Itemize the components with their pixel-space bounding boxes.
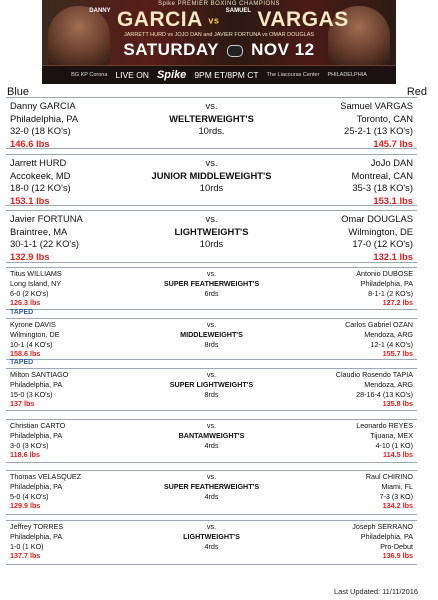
fighter-record: 35-3 (18 KO's) bbox=[352, 182, 413, 194]
bout-vs: vs. bbox=[206, 421, 217, 430]
bout-row bbox=[6, 470, 417, 515]
fighter-weight: 114.5 lbs bbox=[383, 450, 413, 460]
red-fighter bbox=[345, 320, 413, 359]
fighter-record: 15-0 (3 KO's) bbox=[10, 389, 53, 399]
fighter-record: 6-0 (2 KO's) bbox=[10, 288, 49, 298]
red-fighter bbox=[336, 370, 413, 409]
bout-row bbox=[6, 419, 417, 463]
banner-left-first: DANNY bbox=[89, 8, 111, 14]
banner-right-last: VARGAS bbox=[257, 8, 349, 31]
fighter-hometown: Wilmington, DE bbox=[10, 329, 60, 339]
fighter-name: Milton SANTIAGO bbox=[10, 370, 69, 379]
fighter-hometown: Philadelphia, PA bbox=[10, 112, 79, 124]
fighter-name: Thomas VELASQUEZ bbox=[10, 472, 82, 481]
fighter-name: Raul CHIRINO bbox=[365, 472, 413, 481]
banner-undercard: JARRETT HURD vs JOJO DAN and JAVIER FORTUNA vs OMAR DOUGLAS bbox=[123, 32, 315, 38]
fighter-hometown: Philadelphia, PA bbox=[10, 531, 63, 541]
bout-rounds: 10rds bbox=[199, 238, 224, 250]
fighter-record: 5-0 (4 KO's) bbox=[10, 491, 49, 501]
fighter-weight: 132.9 lbs bbox=[10, 250, 50, 262]
bout-division: SUPER LIGHTWEIGHT'S bbox=[169, 379, 254, 389]
fighter-record: 17-0 (12 KO's) bbox=[352, 238, 413, 250]
fighter-hometown: Philadelphia, PA bbox=[360, 531, 413, 541]
red-corner-heading: Red bbox=[406, 86, 427, 98]
pbc-logo-icon bbox=[227, 45, 243, 57]
fighter-record: 12-1 (4 KO's) bbox=[370, 339, 413, 349]
fighter-record: 25-2-1 (13 KO's) bbox=[343, 125, 413, 137]
fighter-weight: 153.1 lbs bbox=[373, 194, 413, 206]
fighter-name: Kyrone DAVIS bbox=[10, 320, 56, 329]
bout-vs: vs. bbox=[206, 320, 217, 329]
fighter-hometown: Wilmington, DE bbox=[348, 225, 413, 237]
fighter-hometown: Philadelphia, PA bbox=[10, 481, 63, 491]
fighter-record: 32-0 (18 KO's) bbox=[10, 125, 71, 137]
bout-vs: vs. bbox=[206, 522, 217, 531]
fighter-name: JoJo DAN bbox=[370, 157, 413, 168]
fighter-hometown: Toronto, CAN bbox=[356, 112, 413, 124]
bout-division: SUPER FEATHERWEIGHT'S bbox=[163, 481, 260, 491]
bout-division: JUNIOR MIDDLEWEIGHT'S bbox=[151, 169, 272, 181]
fighter-weight: 134.2 lbs bbox=[382, 501, 413, 511]
bout-details bbox=[6, 472, 417, 501]
bout-rounds: 8rds bbox=[204, 389, 219, 399]
bout-vs: vs. bbox=[206, 269, 217, 278]
banner-day: SATURDAY bbox=[123, 40, 219, 59]
banner-left-last: GARCIA bbox=[116, 8, 203, 31]
bout-row bbox=[6, 154, 417, 206]
fighter-name: Carlos Gabriel OZAN bbox=[345, 320, 413, 329]
banner-network-brand: Spike bbox=[156, 69, 187, 81]
fighter-hometown: Mendoza, ARG bbox=[364, 329, 413, 339]
fighter-weight: 136.9 lbs bbox=[382, 551, 413, 561]
fighter-name: Samuel VARGAS bbox=[340, 100, 413, 111]
bout-division: WELTERWEIGHT'S bbox=[169, 112, 254, 124]
bout-rounds: 4rds bbox=[204, 491, 219, 501]
fighter-hometown: Miami, FL bbox=[381, 481, 413, 491]
bout-vs: vs. bbox=[206, 370, 217, 379]
fighter-weight: 129.9 lbs bbox=[10, 501, 41, 511]
fighter-weight: 132.1 lbs bbox=[373, 250, 413, 262]
bout-rounds: 6rds bbox=[204, 288, 219, 298]
fighter-record: 1-0 (1 KO) bbox=[10, 541, 44, 551]
bout-vs: vs. bbox=[205, 100, 218, 111]
fighter-name: Javier FORTUNA bbox=[10, 213, 83, 224]
bout-row bbox=[6, 97, 417, 149]
fighter-weight: 127.2 lbs bbox=[382, 298, 413, 308]
fighter-weight: 158.6 lbs bbox=[10, 349, 41, 359]
fighter-record: 28-16-4 (13 KO's) bbox=[356, 389, 413, 399]
fighter-weight: 153.1 lbs bbox=[10, 194, 50, 206]
event-banner bbox=[42, 0, 396, 84]
red-fighter bbox=[352, 157, 413, 207]
banner-network-label: LIVE ON bbox=[115, 70, 149, 80]
bout-rounds: 10rds. bbox=[198, 125, 225, 137]
taped-label: TAPED bbox=[10, 309, 34, 316]
fighter-name: Danny GARCIA bbox=[10, 100, 76, 111]
fighter-hometown: Braintree, MA bbox=[10, 225, 68, 237]
fighter-record: 8-1-1 (2 KO's) bbox=[368, 288, 413, 298]
fighter-record: 3-0 (3 KO's) bbox=[10, 440, 49, 450]
last-updated: Last Updated: 11/11/2016 bbox=[334, 587, 418, 596]
fighter-weight: 118.6 lbs bbox=[10, 450, 40, 460]
bout-row bbox=[6, 368, 417, 411]
fighter-weight: 155.7 lbs bbox=[382, 349, 413, 359]
banner-day-date: NOV 12 bbox=[251, 40, 315, 59]
bout-rounds: 8rds bbox=[204, 339, 219, 349]
red-fighter bbox=[341, 213, 413, 263]
banner-date bbox=[42, 40, 396, 60]
bout-row bbox=[6, 210, 417, 263]
banner-headliners bbox=[42, 8, 396, 32]
bout-row bbox=[6, 318, 417, 360]
banner-vs: vs bbox=[208, 15, 220, 26]
fighter-weight: 135.8 lbs bbox=[382, 399, 413, 409]
red-fighter bbox=[356, 421, 413, 460]
bout-rounds: 4rds bbox=[204, 440, 219, 450]
banner-promo: Spike PREMIER BOXING CHAMPIONS bbox=[157, 1, 281, 7]
fighter-hometown: Long Island, NY bbox=[10, 278, 62, 288]
bout-division: SUPER FEATHERWEIGHT'S bbox=[163, 278, 260, 288]
fighter-hometown: Tijuana, MEX bbox=[370, 430, 413, 440]
fighter-weight: 146.6 lbs bbox=[10, 137, 50, 149]
fighter-name: Jeffrey TORRES bbox=[10, 522, 64, 531]
fighter-hometown: Philadelphia, PA bbox=[360, 278, 413, 288]
fighter-name: Leonardo REYES bbox=[356, 421, 413, 430]
bout-vs: vs. bbox=[206, 472, 217, 481]
fighter-hometown: Montreal, CAN bbox=[351, 169, 413, 181]
fighter-weight: 137 lbs bbox=[10, 399, 35, 409]
bout-rounds: 10rds bbox=[199, 182, 224, 194]
banner-time: 9PM ET/8PM CT bbox=[194, 70, 259, 80]
fighter-hometown: Philadelphia, PA bbox=[10, 379, 63, 389]
fighter-hometown: Accokeek, MD bbox=[10, 169, 71, 181]
fighter-name: Jarrett HURD bbox=[10, 157, 67, 168]
bout-vs: vs. bbox=[205, 157, 218, 168]
fighter-name: Antonio DUBOSE bbox=[356, 269, 413, 278]
fighter-weight: 126.3 lbs bbox=[10, 298, 41, 308]
fighter-record: 10-1 (4 KO's) bbox=[10, 339, 53, 349]
fighter-record: 7-3 (3 KO) bbox=[379, 491, 413, 501]
fighter-hometown: Mendoza, ARG bbox=[364, 379, 413, 389]
banner-broadcast-bar bbox=[42, 65, 396, 84]
blue-corner-heading: Blue bbox=[7, 86, 30, 98]
fighter-record: 18-0 (12 KO's) bbox=[10, 182, 71, 194]
red-fighter bbox=[352, 522, 413, 561]
bout-division: BANTAMWEIGHT'S bbox=[178, 430, 245, 440]
bout-row bbox=[6, 520, 417, 565]
fighter-name: Omar DOUGLAS bbox=[341, 213, 413, 224]
taped-label: TAPED bbox=[10, 359, 34, 366]
fighter-record: 30-1-1 (22 KO's) bbox=[10, 238, 80, 250]
fighter-weight: 137.7 lbs bbox=[10, 551, 41, 561]
fighter-hometown: Philadelphia, PA bbox=[10, 430, 63, 440]
bout-division: MIDDLEWEIGHT'S bbox=[180, 329, 243, 339]
fighter-record: Pro-Debut bbox=[380, 541, 413, 551]
fighter-record: 4-10 (1 KO) bbox=[375, 440, 413, 450]
banner-sponsors: BG KP Corona bbox=[71, 72, 108, 78]
red-fighter bbox=[366, 472, 413, 511]
banner-venue: The Liacouras Center bbox=[266, 72, 320, 78]
bout-division: LIGHTWEIGHT'S bbox=[183, 531, 240, 541]
fighter-name: Claudio Rosendo TAPIA bbox=[335, 370, 413, 379]
bout-division: LIGHTWEIGHT'S bbox=[174, 225, 249, 237]
fighter-name: Titus WILLIAMS bbox=[10, 269, 62, 278]
fighter-name: Joseph SERRANO bbox=[352, 522, 413, 531]
bout-row bbox=[6, 267, 417, 310]
banner-city: PHILADELPHIA bbox=[327, 72, 367, 78]
red-fighter bbox=[356, 269, 413, 308]
fighter-weight: 145.7 lbs bbox=[373, 137, 413, 149]
fighter-name: Christian CARTO bbox=[10, 421, 66, 430]
bout-rounds: 4rds bbox=[204, 541, 219, 551]
bout-vs: vs. bbox=[205, 213, 218, 224]
red-fighter bbox=[340, 100, 413, 150]
banner-right-first: SAMUEL bbox=[225, 8, 252, 14]
